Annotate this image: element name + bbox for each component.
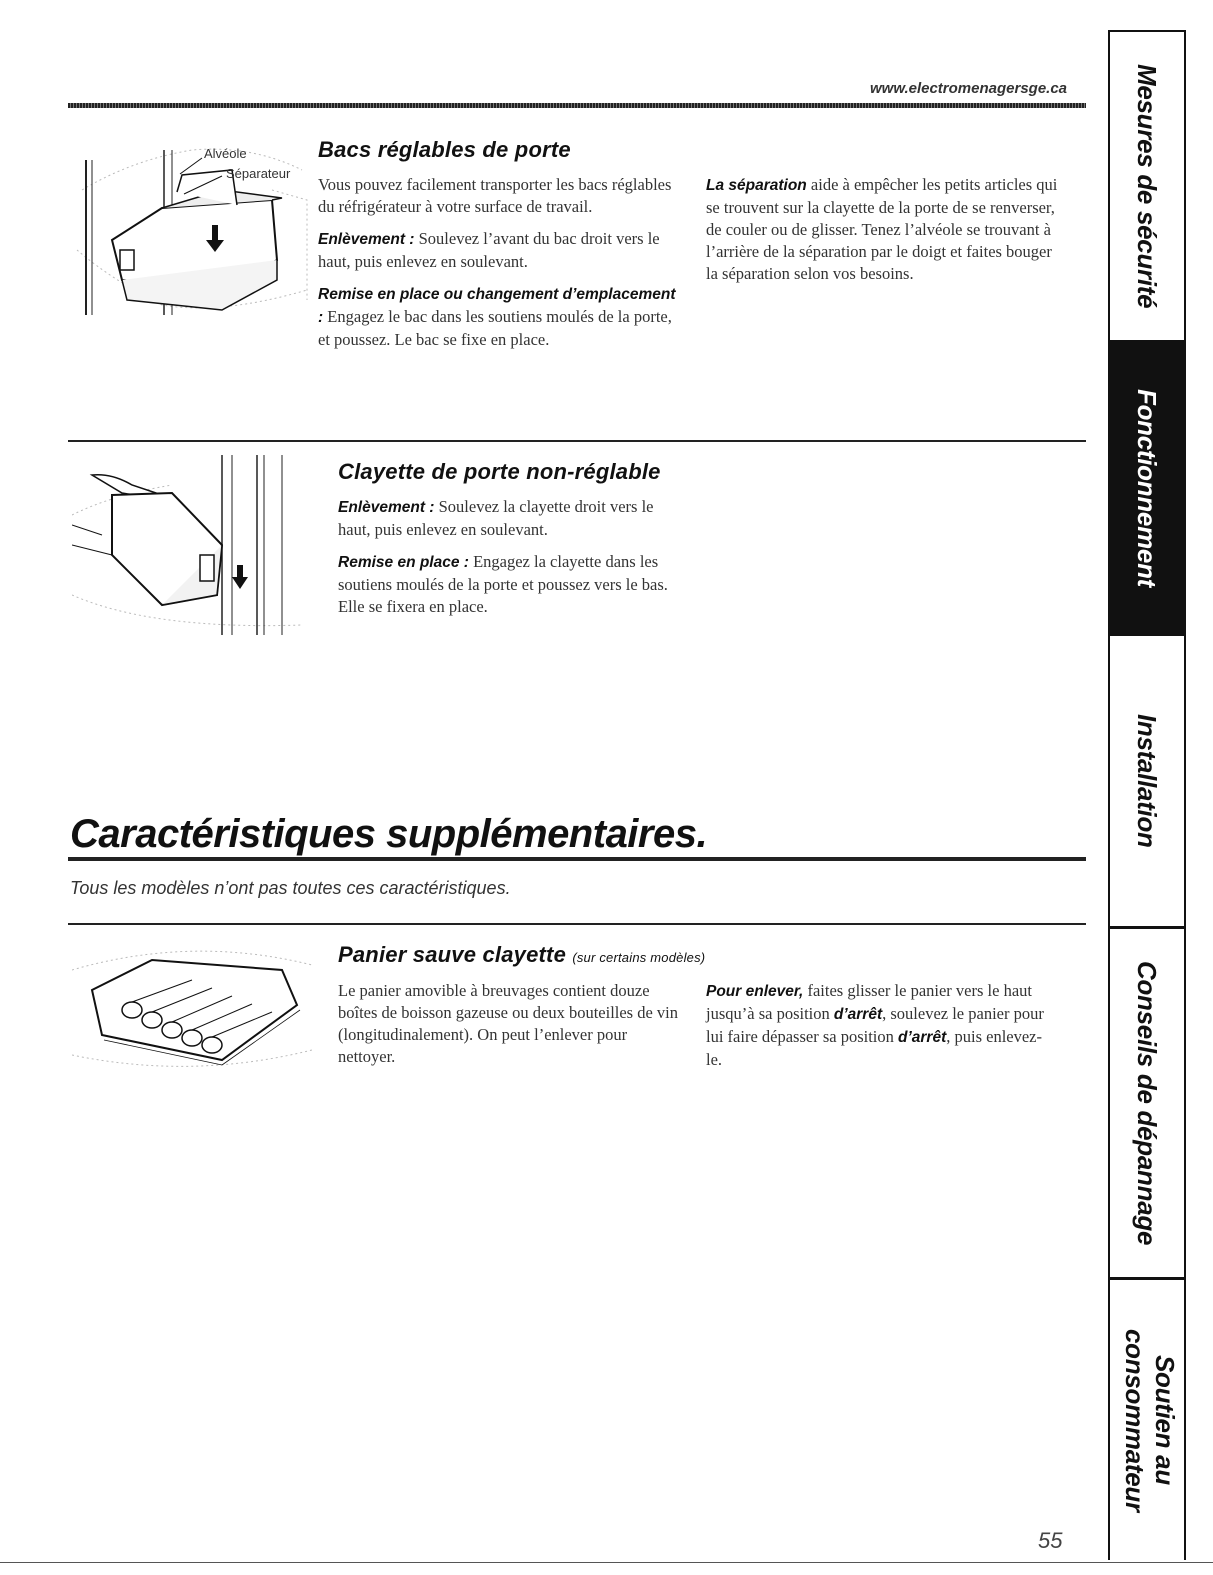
remove-text-1: faites glisser le panier vers le haut jusqu’à sa position	[706, 981, 1032, 1023]
section2-replace	[338, 551, 683, 618]
separation-paragraph	[706, 174, 1058, 285]
separation-label: La séparation	[706, 177, 807, 194]
removal-label: Enlèvement :	[318, 231, 415, 248]
beverage-basket-illustration	[72, 940, 312, 1070]
section2-col	[338, 496, 683, 628]
section1-removal	[318, 228, 683, 273]
header-url: www.electromenagersge.ca	[870, 80, 1068, 97]
section2-replace-label: Remise en place :	[338, 554, 469, 571]
remove-text-2: , soulevez le panier pour lui faire dépasser sa position	[706, 1004, 1044, 1046]
basket-title: Panier sauve clayette	[338, 942, 567, 967]
section-title-beverage-basket	[338, 942, 705, 968]
bottom-rule	[0, 1562, 1213, 1563]
section2-removal	[338, 496, 683, 541]
section1-intro: Vous pouvez facilement transporter les bacs réglables du réfrigérateur à votre surface de travail.	[318, 175, 672, 216]
section3-right-col	[706, 980, 1058, 1081]
remove-text-3: , puis enlevez-le.	[706, 1027, 1043, 1069]
section-divider-2	[68, 923, 1086, 925]
section-divider-1	[68, 440, 1086, 442]
basket-intro: Le panier amovible à breuvages contient douze boîtes de boisson gazeuse ou deux bouteilles de vin (longitudinalement). On peut l’enlever pour nettoyer.	[338, 981, 679, 1066]
basket-title-note: (sur certains modèles)	[572, 950, 706, 965]
stop-label-2: d’arrêt	[898, 1029, 947, 1046]
stop-label-1: d’arrêt	[833, 1006, 883, 1023]
separation-text: aide à empêcher les petits articles qui se trouvent sur la clayette de la porte de se renverser, de couler ou de glisser. Tenez l’alvéole se trouvant à l’arrière de la séparation par le doigt et faites bouger la séparation selon vos besoins.	[706, 175, 1058, 283]
section1-replace	[318, 283, 683, 351]
basket-remove	[706, 980, 1058, 1071]
tab-installation[interactable]	[1110, 636, 1184, 929]
tab-label: Mesures de sécurité	[1132, 63, 1162, 309]
section2-replace-text: Engagez la clayette dans les soutiens moulés de la porte et poussez vers le bas. Elle se fixera en place.	[338, 552, 668, 616]
tab-fonctionnement[interactable]	[1110, 343, 1184, 636]
tab-mesures-de-securite[interactable]	[1110, 32, 1184, 343]
tab-label: Soutien au consommateur	[1120, 1328, 1180, 1512]
adjustable-bin-illustration	[72, 130, 312, 320]
section-title-adjustable-bins: Bacs réglables de porte	[318, 137, 571, 162]
section-title-fixed-door-shelf: Clayette de porte non-réglable	[338, 459, 661, 484]
page-number: 55	[1038, 1528, 1063, 1553]
features-rule	[68, 857, 1086, 861]
replace-label: Remise en place ou changement d’emplacement :	[318, 286, 676, 326]
door-shelf-illustration	[72, 455, 312, 635]
alveole-label: Alvéole	[204, 146, 247, 161]
section2-removal-label: Enlèvement :	[338, 499, 435, 516]
section-sidebar	[1108, 30, 1186, 1560]
section3-left-col	[338, 980, 683, 1078]
header-rule	[68, 103, 1086, 108]
features-subtitle: Tous les modèles n’ont pas toutes ces caractéristiques.	[70, 878, 511, 898]
tab-conseils-de-depannage[interactable]	[1110, 929, 1184, 1280]
tab-label: Fonctionnement	[1132, 388, 1162, 587]
tab-label: Installation	[1132, 714, 1162, 848]
tab-label: Conseils de dépannage	[1132, 960, 1162, 1246]
separateur-label: Séparateur	[226, 166, 291, 181]
tab-soutien-au-consommateur[interactable]	[1110, 1280, 1184, 1560]
remove-label: Pour enlever,	[706, 983, 804, 1000]
replace-text: Engagez le bac dans les soutiens moulés de la porte, et poussez. Le bac se fixe en place.	[318, 307, 672, 349]
removal-text: Soulevez l’avant du bac droit vers le haut, puis enlevez en soulevant.	[318, 229, 660, 271]
section1-right-col	[706, 174, 1058, 295]
features-title: Caractéristiques supplémentaires.	[70, 812, 708, 856]
section1-left-col	[318, 174, 683, 361]
section2-removal-text: Soulevez la clayette droit vers le haut, puis enlevez en soulevant.	[338, 497, 654, 539]
